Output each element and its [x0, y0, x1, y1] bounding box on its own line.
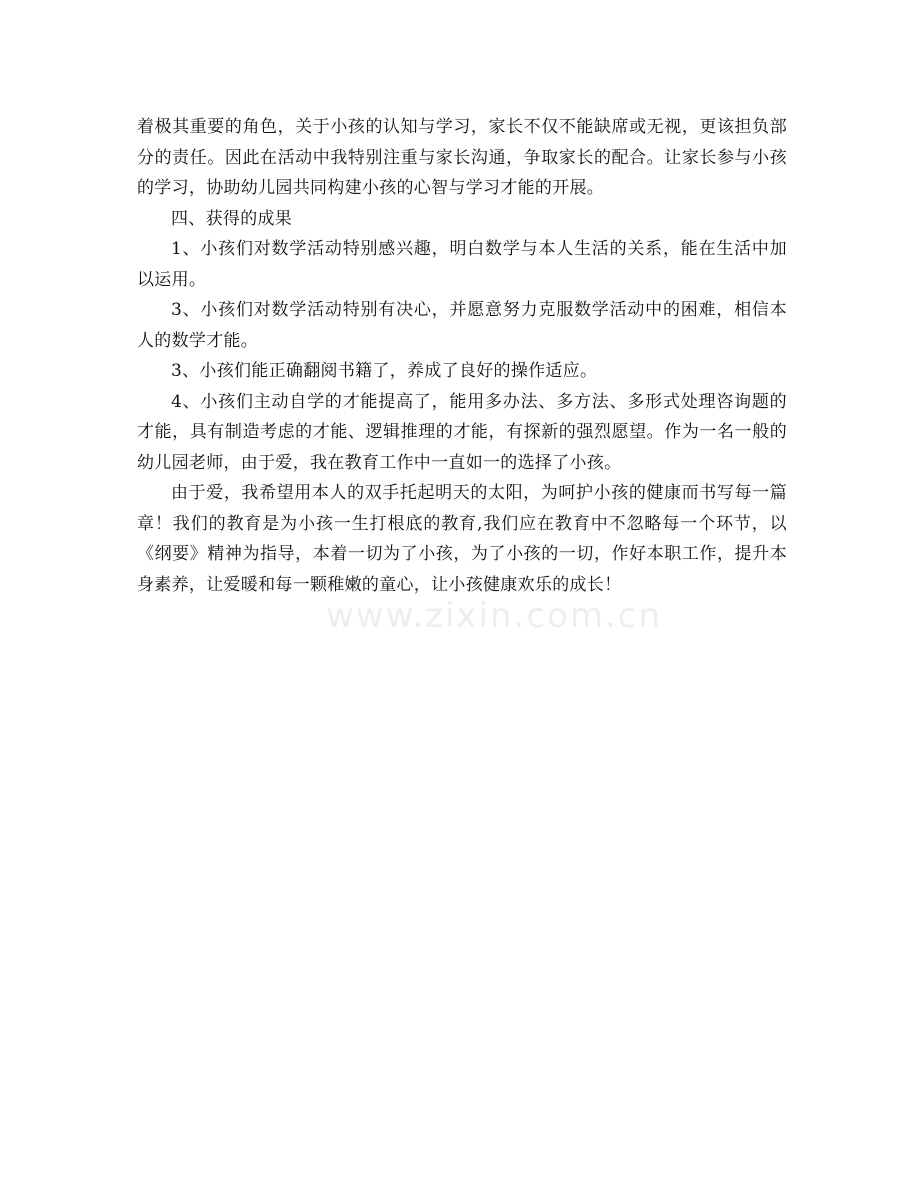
paragraph-result-1: 1、小孩们对数学活动特别感兴趣，明白数学与本人生活的关系，能在生活中加以运用。 [137, 239, 787, 290]
paragraph-closing: 由于爱，我希望用本人的双手托起明天的太阳，为呵护小孩的健康而书写每一篇章！我们的教育是为小孩一生打根底的教育,我们应在教育中不忽略每一个环节，以《纲要》精神为指导，本着一切为了小孩，为了小孩的一切，作好本职工作，提升本身素养，让爱暖和每一颗稚嫩的童心，让小孩健康欢乐的成长！ [137, 483, 787, 595]
watermark-text: www.zixin.com.cn [326, 596, 662, 636]
section-heading-results: 四、获得的成果 [171, 208, 293, 229]
paragraph-result-3a: 3、小孩们对数学活动特别有决心，并愿意努力克服数学活动中的困难，相信本人的数学才能。 [137, 300, 787, 351]
paragraph-result-3b: 3、小孩们能正确翻阅书籍了，养成了良好的操作适应。 [171, 361, 598, 381]
paragraph-parent-role: 着极其重要的角色，关于小孩的认知与学习，家长不仅不能缺席或无视，更该担负部分的责任。因此在活动中我特别注重与家长沟通，争取家长的配合。让家长参与小孩的学习，协助幼儿园共同构建小孩的心智与学习才能的开展。 [137, 117, 787, 198]
paragraph-result-4: 4、小孩们主动自学的才能提高了，能用多办法、多方法、多形式处理咨询题的才能，具有制造考虑的才能、逻辑推理的才能，有探新的强烈愿望。作为一名一般的幼儿园老师，由于爱，我在教育工作中一直如一的选择了小孩。 [137, 391, 787, 473]
document-body [137, 112, 787, 600]
